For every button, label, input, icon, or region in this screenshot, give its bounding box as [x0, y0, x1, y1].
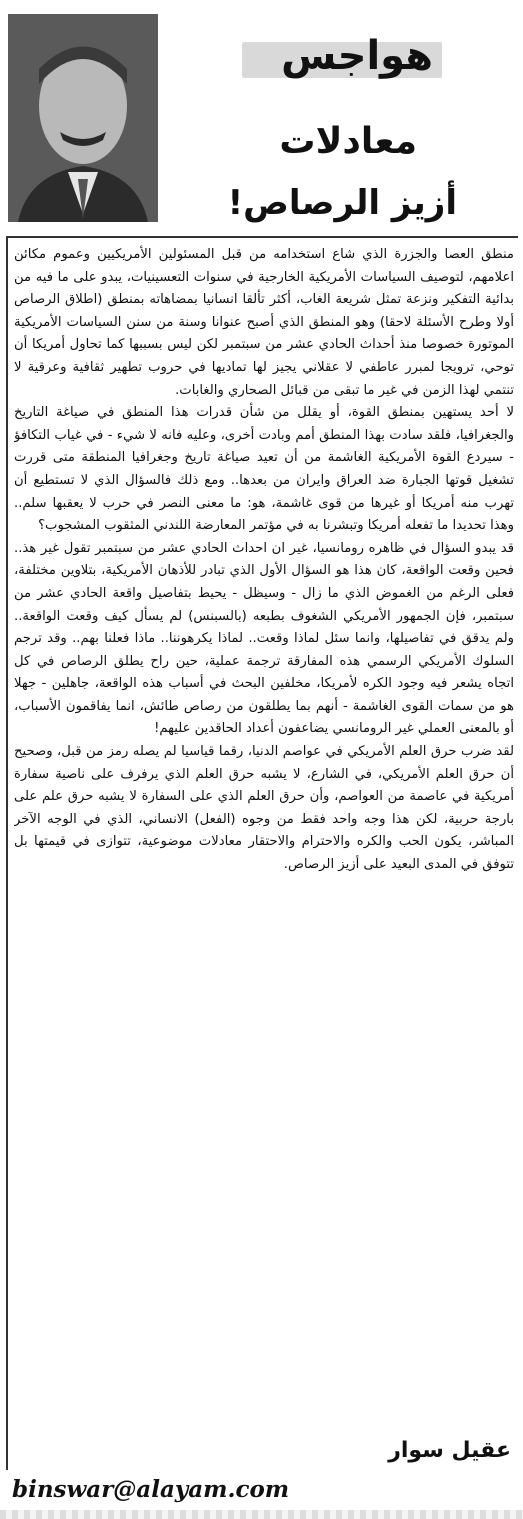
author-portrait-icon	[8, 14, 158, 222]
headline-line-1: معادلات	[279, 121, 417, 162]
paragraph-4: لقد ضرب حرق العلم الأمريكي في عواصم الدنيا، رقما قياسيا لم يصله رمز من قبل، وصحيح أن حرق العلم الأمريكي، في الشارع، لا يشبه حرق العلم الذي يرفرف على ناصية سفارة أمريكية في عاصمة من العواصم، وأن حرق العلم الذي على السفارة لا يشبه حرق علم على بارجة حربية، لكن هذا وجه واحد فقط من وجوه (الفعل) الانساني، الذي في الوجه الآخر المباشر، يكون الحب والكره والاحترام والاحتقار معادلات موضوعية، تتوازى في قيمتها بل تتوفق في المدى البعيد على أزيز الرصاص.	[14, 744, 514, 873]
article-body	[14, 244, 514, 1434]
column-header	[170, 14, 515, 229]
paragraph-2: لا أحد يستهين بمنطق القوة، أو يقلل من شأن قدرات هذا المنطق في صياغة التاريخ والجغرافيا، فلقد سادت بهذا المنطق أمم وبادت أخرى، وعليه فانه لا شيء - في غياب التكافؤ - سيردع القوة الأمريكية الغاشمة من أن تعيد صياغة تاريخ وجغرافيا المنطقة متى قررت تشغيل قوتها الجبارة ضد العراق وايران من بعدها.. ومع ذلك فالسؤال الذي لا تستطيع أن تهرب منه أمريكا أو غيرها من قوى غاشمة، هو: ما معنى النصر في حرب لا يعقبها سلم.. وهذا تحديدا ما تفعله أمريكا وتبشرنا به في مؤتمر المعارضة اللندني المثقوب المشجوب؟	[14, 405, 514, 534]
author-name: عقيل سوار	[388, 1438, 511, 1463]
author-email: binswar@alayam.com	[12, 1476, 290, 1503]
paragraph-3: قد يبدو السؤال في ظاهره رومانسيا، غير ان احداث الحادي عشر من سبتمبر تقول غير هذ.. فحين وقعت الواقعة، كان هذا هو السؤال الأول الذي تبادر للأذهان الأمريكية، بتلاوين مختلفة، فعلى الرغم من الغموض الذي ما زال - وسيظل - يحيط بتفاصيل واقعة الحادي عشر من سبتمبر، فإن الجمهور الأمريكي الشغوف بطبعه (بالسبنس) لم يسأل كيف وقعت الواقعة.. ولم يدقق في تفاصيلها، وانما سئل لماذا وقعت.. لماذا يكرهوننا.. ماذا فعلنا بهم.. وقد ترجم السلوك الأمريكي الرسمي هذه المفارقة ترجمة عملية، حين راح يطلق الرصاص في كل اتجاه يشعر فيه وجود الكره لأمريكا، مخلفين البحث في أسباب هذه الواقعة، جاهلين - جهلا هو من سمات القوى الغاشمة - أنهم بما يطلقون من رصاص طائش، انما يفاقمون الأسباب، أو بالمعنى العملي غير الرومانسي يضاعفون أعداد الحاقدين عليهم!	[14, 540, 514, 737]
author-photo	[8, 14, 158, 222]
page-bottom-edge	[0, 1510, 523, 1519]
headline-line-2: أزيز الرصاص!	[227, 183, 457, 223]
column-name: هواجس	[281, 33, 433, 79]
paragraph-1: منطق العصا والجزرة الذي شاع استخدامه من قبل المسئولين الأمريكيين وعموم مكائن اعلامهم، لتوصيف السياسات الأمريكية الخارجية في سنوات التعسينيات، يبدو على ما فيه من بدائية التفكير ونزعة تمثل شريعة الغاب، أكثر تألقا انسانيا بمضاهاته بمنطق (اطلاق الرصاص أولا وطرح الأسئلة لاحقا) وهو المنطق الذي أصبح عنوانا وسنة من سنن السياسات الأمريكية الموتورة خصوصا منذ أحداث الحادي عشر من سبتمبر لكن ليس بسببها كما تحاول أمريكا أن توحي، ترويجا لمبرر عاطفي لا عقلاني يجيز لها تماديها في حروب تطهير ثقافية وعرقية لا تنتمي لهذا الزمن في غير ما تبقى من قبائل الصحاري والغابات.	[14, 247, 514, 398]
article-top-rule	[6, 236, 518, 238]
article-side-rule	[6, 236, 8, 1470]
